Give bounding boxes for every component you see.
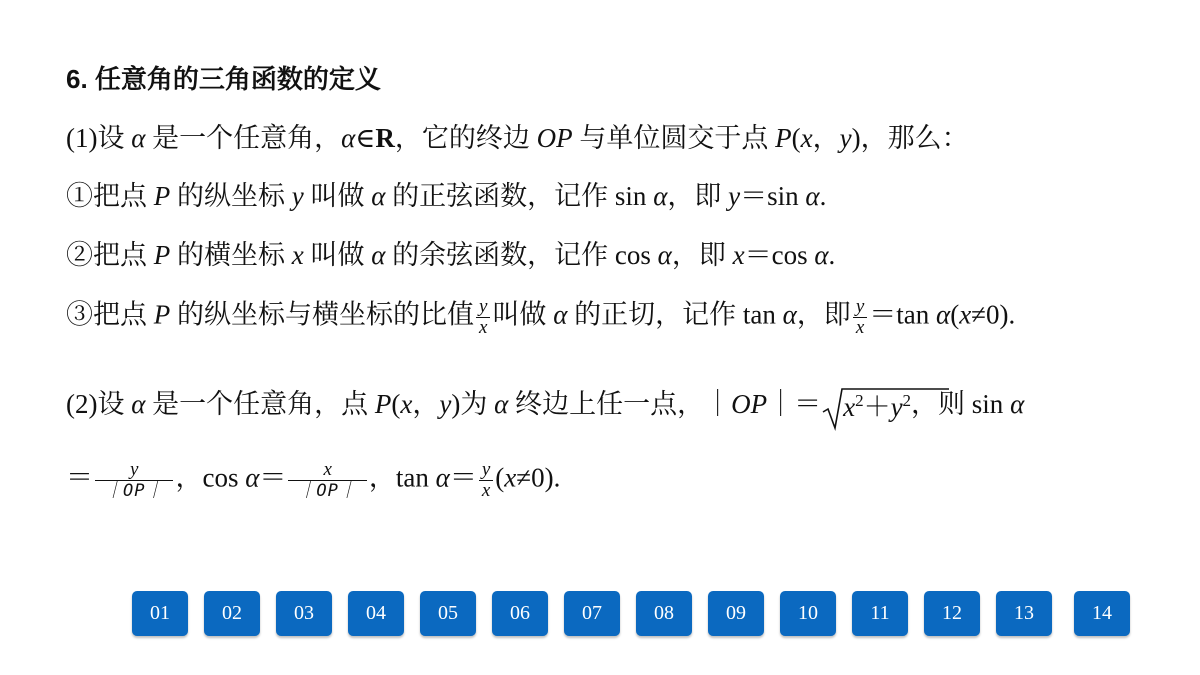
alpha-symbol: α [653, 181, 668, 211]
nav-button-10[interactable]: 10 [780, 591, 836, 636]
nav-button-06[interactable]: 06 [492, 591, 548, 636]
paragraph-1 [66, 121, 969, 155]
text: ， [412, 389, 440, 420]
var-x: x [843, 392, 856, 422]
var-y: y [890, 392, 903, 422]
text: 的余弦函数，记作 cos [385, 240, 658, 270]
text: ，tan [368, 462, 436, 493]
text: (2)设 [66, 389, 132, 420]
section-title: 6. 任意角的三角函数的定义 [66, 64, 381, 94]
text: )，那么： [851, 123, 969, 153]
alpha-symbol: α [494, 389, 509, 420]
text: ＝sin [740, 181, 806, 211]
fraction-y-over-x [853, 297, 867, 338]
exponent: 2 [902, 391, 912, 410]
var-x: x [732, 240, 745, 270]
text: ②把点 [66, 240, 154, 270]
text: 叫做 [492, 299, 554, 330]
text: ，则 sin [911, 389, 1011, 420]
text: ＝tan [869, 299, 936, 330]
text: ＝cos [744, 240, 815, 270]
var-x: x [291, 240, 304, 270]
numerator: y [476, 297, 490, 318]
text: ，它的终边 [394, 123, 537, 153]
nav-button-03[interactable]: 03 [276, 591, 332, 636]
alpha-symbol: α [371, 240, 386, 270]
text: ，cos [175, 462, 246, 493]
var-x: x [504, 462, 517, 493]
nav-button-09[interactable]: 09 [708, 591, 764, 636]
denominator: ｜OP｜ [105, 481, 164, 501]
text: ( [791, 123, 801, 153]
text: ， [812, 123, 840, 153]
var-y: y [728, 181, 741, 211]
text: ＝ [449, 462, 477, 493]
real-set-symbol: R [375, 123, 395, 153]
nav-button-14[interactable]: 14 [1074, 591, 1130, 636]
text: ( [950, 299, 960, 330]
fraction-y-over-x [479, 460, 493, 501]
text: ＝ [259, 462, 287, 493]
paragraph-3 [66, 460, 560, 501]
text: ( [495, 462, 505, 493]
alpha-symbol: α [1010, 389, 1025, 420]
nav-button-12[interactable]: 12 [924, 591, 980, 636]
var-x: x [959, 299, 972, 330]
alpha-symbol: α [131, 389, 146, 420]
nav-button-11[interactable]: 11 [852, 591, 908, 636]
item-sine [66, 179, 826, 213]
var-x: x [800, 123, 813, 153]
text: 的纵坐标与横坐标的比值 [170, 299, 474, 330]
fraction-x-over-op [288, 460, 366, 501]
numerator: y [95, 460, 173, 481]
nav-button-01[interactable]: 01 [132, 591, 188, 636]
point-p: P [374, 389, 392, 420]
text: 与单位圆交于点 [572, 123, 776, 153]
nav-button-08[interactable]: 08 [636, 591, 692, 636]
op-symbol: OP [731, 389, 768, 420]
text: ≠0). [971, 299, 1016, 330]
page-navigation [0, 591, 1200, 637]
text: 的正弦函数，记作 sin [385, 181, 654, 211]
denominator: x [855, 317, 865, 338]
nav-button-05[interactable]: 05 [420, 591, 476, 636]
point-p: P [153, 299, 171, 330]
item-tangent [66, 297, 1015, 338]
point-p: P [153, 181, 171, 211]
alpha-symbol: α [131, 123, 146, 153]
alpha-symbol: α [814, 240, 829, 270]
denominator: x [479, 317, 488, 338]
nav-button-07[interactable]: 07 [564, 591, 620, 636]
text: . [828, 240, 836, 270]
plus-sign: ＋ [863, 392, 891, 422]
text: ③把点 [66, 299, 154, 330]
var-x: x [400, 389, 413, 420]
alpha-symbol: α [936, 299, 951, 330]
alpha-symbol: α [553, 299, 568, 330]
alpha-symbol: α [245, 462, 260, 493]
var-y: y [439, 389, 452, 420]
alpha-symbol: α [805, 181, 820, 211]
text: ∈ [355, 123, 376, 153]
exponent: 2 [855, 391, 864, 410]
text: ≠0). [516, 462, 561, 493]
text: 是一个任意角， [145, 123, 342, 153]
op-symbol: OP [536, 123, 573, 153]
alpha-symbol: α [657, 240, 672, 270]
text: ｜＝ [767, 389, 822, 420]
text: ( [391, 389, 401, 420]
numerator: x [288, 460, 366, 481]
denominator: ｜OP｜ [298, 481, 357, 501]
point-p: P [153, 240, 171, 270]
fraction-y-over-op [95, 460, 173, 501]
text: 终边上任一点，｜ [508, 389, 732, 420]
nav-button-04[interactable]: 04 [348, 591, 404, 636]
text: 叫做 [303, 181, 372, 211]
text: ①把点 [66, 181, 154, 211]
var-y: y [839, 123, 852, 153]
text: ，即 [796, 299, 851, 330]
text: 的正切，记作 tan [567, 299, 783, 330]
text: ，即 [671, 240, 733, 270]
var-y: y [291, 181, 304, 211]
paragraph-2 [66, 386, 1024, 428]
nav-button-13[interactable]: 13 [996, 591, 1052, 636]
text: ＝ [66, 462, 93, 493]
nav-button-02[interactable]: 02 [204, 591, 260, 636]
alpha-symbol: α [435, 462, 450, 493]
fraction-y-over-x [476, 297, 490, 338]
text: 的横坐标 [170, 240, 292, 270]
text: 叫做 [303, 240, 372, 270]
text: . [819, 181, 827, 211]
point-p: P [775, 123, 792, 153]
radical-sign-icon [821, 386, 951, 432]
numerator: y [479, 460, 493, 481]
item-cosine [66, 238, 835, 272]
text: )为 [451, 389, 495, 420]
alpha-symbol: α [371, 181, 386, 211]
alpha-symbol: α [782, 299, 797, 330]
text: 的纵坐标 [170, 181, 292, 211]
text: 是一个任意角，点 [145, 389, 375, 420]
alpha-symbol: α [341, 123, 356, 153]
denominator: x [481, 480, 491, 501]
numerator: y [853, 297, 867, 318]
text: ，即 [667, 181, 729, 211]
square-root [821, 386, 911, 428]
text: (1)设 [66, 123, 132, 153]
